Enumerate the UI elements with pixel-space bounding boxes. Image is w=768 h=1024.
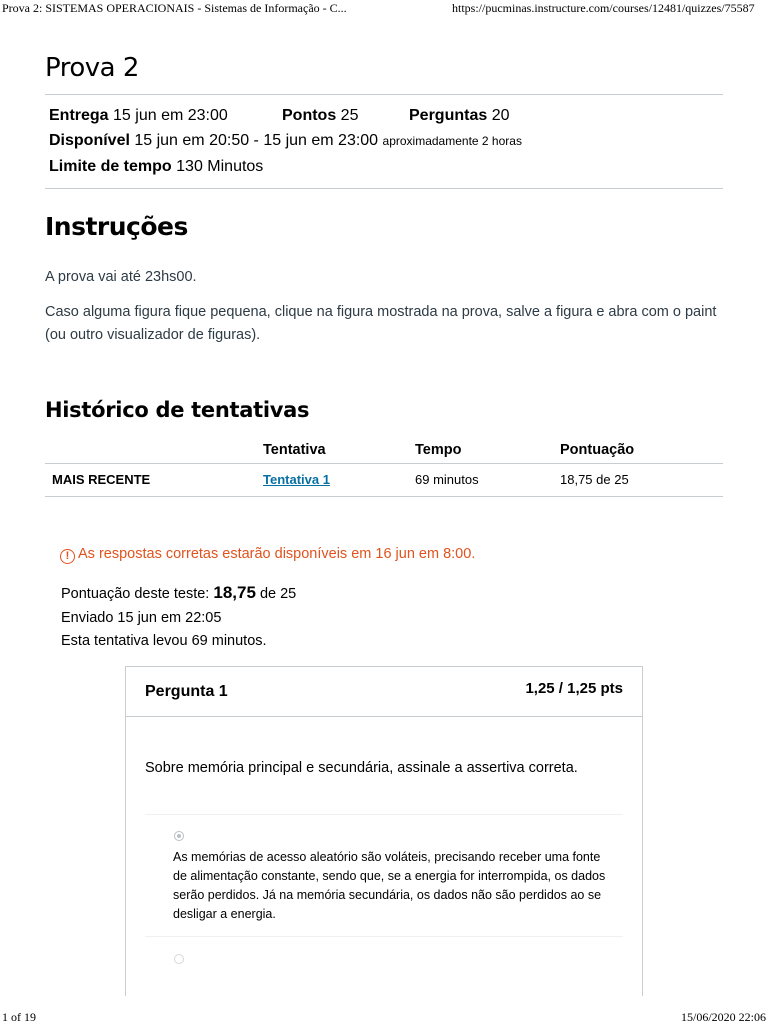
pontos-value: 25: [340, 107, 359, 124]
score-value: 18,75: [213, 583, 256, 602]
disponivel-note: aproximadamente 2 horas: [382, 134, 522, 148]
pontos-label: Pontos: [282, 107, 337, 124]
entrega-detail: [49, 107, 228, 125]
perguntas-detail: [409, 107, 510, 125]
correct-answers-alert: [60, 546, 475, 564]
attempt-link[interactable]: Tentativa 1: [263, 472, 330, 487]
print-header-title: Prova 2: SISTEMAS OPERACIONAIS - Sistemas de Informação - C...: [2, 1, 347, 15]
perguntas-value: 20: [491, 107, 510, 124]
column-header-time: Tempo: [415, 442, 462, 458]
answer-radio[interactable]: [174, 954, 184, 964]
perguntas-label: Perguntas: [409, 107, 488, 124]
attempt-time: 69 minutos: [415, 472, 479, 487]
history-table: [45, 440, 723, 497]
score-label: Pontuação deste teste:: [61, 586, 210, 602]
disponivel-label: Disponível: [49, 132, 130, 149]
quiz-details-row-2: [49, 132, 522, 150]
print-footer: [0, 1010, 768, 1024]
attempt-status-label: MAIS RECENTE: [52, 472, 151, 487]
question-text: Sobre memória principal e secundária, assinale a assertiva correta.: [145, 760, 578, 776]
print-timestamp: 15/06/2020 22:06: [680, 1010, 766, 1024]
attempt-score: 18,75 de 25: [560, 472, 629, 487]
duration-info: Esta tentativa levou 69 minutos.: [61, 633, 267, 649]
score-summary: [61, 583, 296, 603]
limite-value: 130 Minutos: [176, 158, 264, 175]
disponivel-value: 15 jun em 20:50 - 15 jun em 23:00: [134, 132, 379, 149]
question-title: Pergunta 1: [145, 683, 228, 700]
limite-label: Limite de tempo: [49, 158, 172, 175]
column-header-attempt: Tentativa: [263, 442, 326, 458]
table-row: [45, 464, 723, 497]
history-table-header: [45, 440, 723, 464]
quiz-title: Prova 2: [45, 53, 139, 83]
warning-icon: !: [60, 549, 75, 564]
page-count: 1 of 19: [2, 1010, 36, 1024]
submitted-info: Enviado 15 jun em 22:05: [61, 610, 222, 626]
print-header: [0, 1, 768, 17]
divider: [45, 188, 723, 189]
history-title: Histórico de tentativas: [45, 398, 310, 422]
instructions-paragraph-1: A prova vai até 23hs00.: [45, 269, 197, 285]
question-points: 1,25 / 1,25 pts: [525, 680, 623, 697]
answer-radio-selected[interactable]: [174, 831, 184, 841]
divider: [145, 814, 623, 815]
print-header-url: https://pucminas.instructure.com/courses/12481/quizzes/75587: [452, 1, 755, 15]
instructions-title: Instruções: [45, 212, 188, 241]
divider: [145, 936, 623, 937]
score-total: de 25: [259, 586, 297, 602]
column-header-score: Pontuação: [560, 442, 635, 458]
answer-text: As memórias de acesso aleatório são voláteis, precisando receber uma fonte de alimentação constante, sendo que, se a energia for interrompida, os dados serão perdidos. Já na memória secundária, os dados não são perdidos ao se desligar a energia.: [173, 850, 606, 921]
entrega-label: Entrega: [49, 107, 109, 124]
alert-text: As respostas corretas estarão disponíveis em 16 jun em 8:00.: [78, 546, 476, 562]
instructions-paragraph-2: Caso alguma figura fique pequena, clique na figura mostrada na prova, salve a figura e abra com o paint (ou outro visualizador de figuras).: [45, 304, 717, 343]
question-card: [125, 666, 643, 996]
entrega-value: 15 jun em 23:00: [113, 107, 228, 124]
pontos-detail: [282, 107, 358, 125]
question-header: [126, 667, 642, 717]
divider: [45, 94, 723, 95]
quiz-details-row-3: [49, 158, 263, 176]
